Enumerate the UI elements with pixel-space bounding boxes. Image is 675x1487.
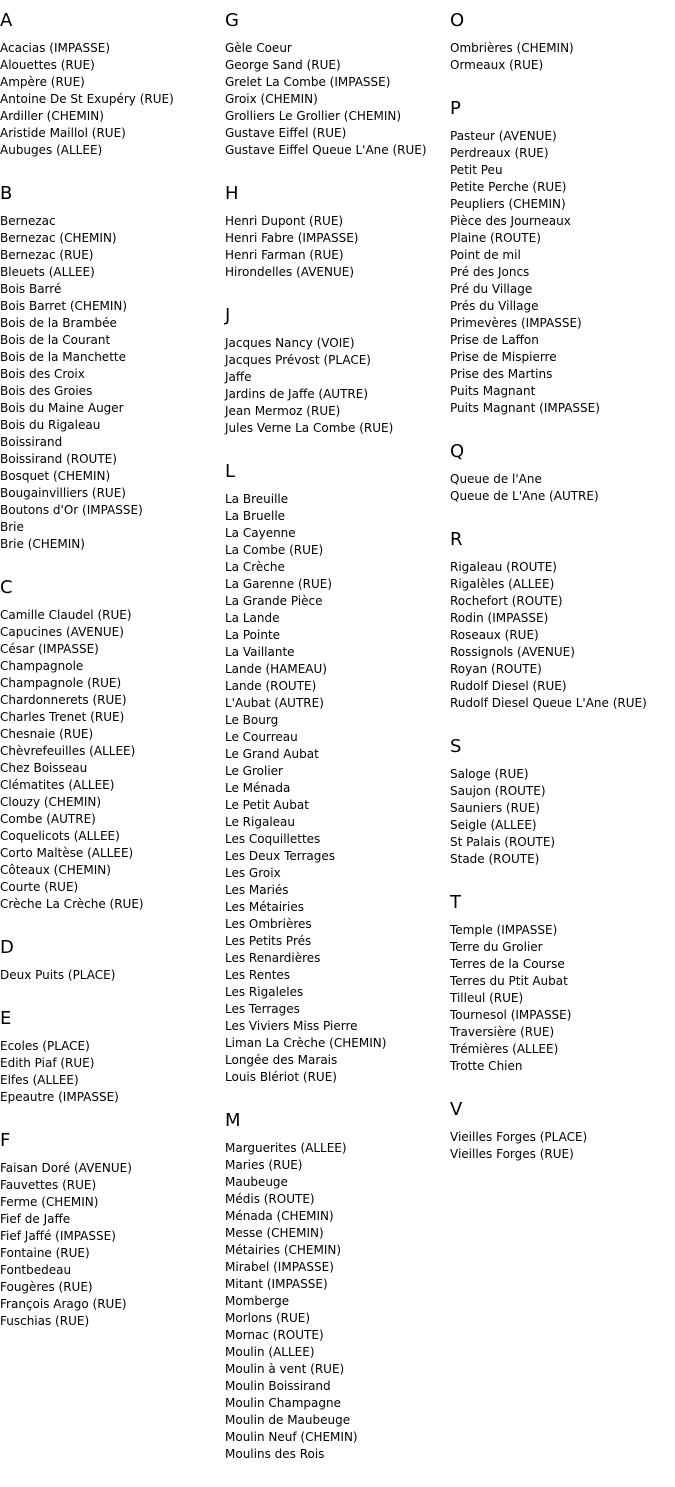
- street-name: Grolliers Le Grollier (CHEMIN): [225, 109, 402, 123]
- street-name: Fief de Jaffe: [0, 1212, 71, 1226]
- street-name: Fuschias (RUE): [0, 1314, 90, 1328]
- street-name: Groix (CHEMIN): [225, 92, 318, 106]
- street-name: Liman La Crèche (CHEMIN): [225, 1036, 387, 1050]
- street-name: Moulin Neuf (CHEMIN): [225, 1430, 358, 1444]
- street-name: Jaffe: [225, 370, 252, 384]
- street-name: Grelet La Combe (IMPASSE): [225, 75, 391, 89]
- street-name: Prise de Mispierre: [450, 350, 557, 364]
- street-name: Queue de L'Ane (AUTRE): [450, 489, 599, 503]
- section-letter-heading: H: [225, 183, 239, 204]
- street-name: Les Petits Prés: [225, 934, 312, 948]
- street-name: Bois des Groies: [0, 384, 93, 398]
- street-name: Fauvettes (RUE): [0, 1178, 97, 1192]
- street-name: Prise des Martins: [450, 367, 553, 381]
- street-name: Le Bourg: [225, 713, 279, 727]
- street-name: Bois Barré: [0, 282, 62, 296]
- street-name: Elfes (ALLEE): [0, 1073, 79, 1087]
- street-list: [450, 922, 675, 1075]
- street-name: Bois du Maine Auger: [0, 401, 124, 415]
- street-name: Fontaine (RUE): [0, 1246, 90, 1260]
- street-name: Chez Boisseau: [0, 761, 88, 775]
- street-name: Boissirand (ROUTE): [0, 452, 117, 466]
- letter-section: [225, 183, 450, 281]
- street-name: Jacques Nancy (VOIE): [225, 336, 355, 350]
- street-name: Jean Mermoz (RUE): [225, 404, 341, 418]
- street-name: Les Ombrières: [225, 917, 312, 931]
- street-name: Le Rigaleau: [225, 815, 295, 829]
- letter-section: [225, 461, 450, 1086]
- street-list: [0, 40, 225, 159]
- street-name: Terres de la Course: [450, 957, 565, 971]
- section-letter-heading: B: [0, 183, 13, 204]
- street-name: Seigle (ALLEE): [450, 818, 537, 832]
- section-letter-heading: C: [0, 577, 13, 598]
- street-name: Corto Maltèse (ALLEE): [0, 846, 134, 860]
- street-name: Hirondelles (AVENUE): [225, 265, 355, 279]
- street-name: Traversière (RUE): [450, 1025, 555, 1039]
- street-name: Momberge: [225, 1294, 290, 1308]
- letter-section: [450, 441, 675, 505]
- street-name: Aristide Maillol (RUE): [0, 126, 126, 140]
- street-name: Alouettes (RUE): [0, 58, 95, 72]
- street-name: Bougainvilliers (RUE): [0, 486, 126, 500]
- street-name: Bernezac: [0, 214, 56, 228]
- street-list: [225, 1140, 450, 1463]
- letter-section: [450, 529, 675, 712]
- street-name: Puits Magnant (IMPASSE): [450, 401, 600, 415]
- letter-section: [450, 892, 675, 1075]
- street-name: Le Petit Aubat: [225, 798, 309, 812]
- street-name: La Bruelle: [225, 509, 286, 523]
- section-letter-heading: A: [0, 10, 13, 31]
- letter-section: [0, 1008, 225, 1106]
- street-name: Mitant (IMPASSE): [225, 1277, 328, 1291]
- letter-section: [225, 305, 450, 437]
- street-name: Bois du Rigaleau: [0, 418, 101, 432]
- street-name: Saloge (RUE): [450, 767, 529, 781]
- street-name: Ardiller (CHEMIN): [0, 109, 104, 123]
- index-column-1: [0, 10, 225, 1354]
- section-letter-heading: S: [450, 736, 462, 757]
- street-name: Lande (ROUTE): [225, 679, 317, 693]
- street-name: Sauniers (RUE): [450, 801, 540, 815]
- street-name: Rudolf Diesel (RUE): [450, 679, 567, 693]
- letter-section: [0, 577, 225, 913]
- street-name: Vieilles Forges (RUE): [450, 1147, 574, 1161]
- street-name: Ampère (RUE): [0, 75, 85, 89]
- street-name: Capucines (AVENUE): [0, 625, 124, 639]
- street-name: Les Deux Terrages: [225, 849, 336, 863]
- street-list: [225, 335, 450, 437]
- street-name: Faisan Doré (AVENUE): [0, 1161, 132, 1175]
- street-name: Brie: [0, 520, 24, 534]
- street-name: Fontbedeau: [0, 1263, 72, 1277]
- street-name: Ombrières (CHEMIN): [450, 41, 574, 55]
- street-name: Point de mil: [450, 248, 521, 262]
- street-name: Fief Jaffé (IMPASSE): [0, 1229, 116, 1243]
- street-list: [225, 40, 450, 159]
- section-letter-heading: O: [450, 10, 465, 31]
- street-name: Côteaux (CHEMIN): [0, 863, 111, 877]
- street-name: Saujon (ROUTE): [450, 784, 546, 798]
- street-name: Vieilles Forges (PLACE): [450, 1130, 588, 1144]
- street-name: Rodin (IMPASSE): [450, 611, 549, 625]
- street-list: [450, 128, 675, 417]
- street-name: Longée des Marais: [225, 1053, 338, 1067]
- street-name: Terres du Ptit Aubat: [450, 974, 568, 988]
- street-name: Pasteur (AVENUE): [450, 129, 557, 143]
- street-name: Rochefort (ROUTE): [450, 594, 563, 608]
- street-name: Puits Magnant: [450, 384, 536, 398]
- street-name: Camille Claudel (RUE): [0, 608, 132, 622]
- street-name: Moulin Boissirand: [225, 1379, 331, 1393]
- letter-section: [450, 10, 675, 74]
- street-list: [450, 1129, 675, 1163]
- section-letter-heading: R: [450, 529, 463, 550]
- section-letter-heading: T: [450, 892, 461, 913]
- street-name: Temple (IMPASSE): [450, 923, 558, 937]
- letter-section: [450, 1099, 675, 1163]
- street-name: Deux Puits (PLACE): [0, 968, 116, 982]
- street-name: Rudolf Diesel Queue L'Ane (RUE): [450, 696, 647, 710]
- street-name: Métairies (CHEMIN): [225, 1243, 342, 1257]
- street-name: Antoine De St Exupéry (RUE): [0, 92, 174, 106]
- street-name: Champagnole (RUE): [0, 676, 122, 690]
- street-name: Primevères (IMPASSE): [450, 316, 582, 330]
- street-name: Chesnaie (RUE): [0, 727, 94, 741]
- street-list: [225, 491, 450, 1086]
- street-name: Louis Blériot (RUE): [225, 1070, 337, 1084]
- street-name: La Vaillante: [225, 645, 295, 659]
- street-name: Coquelicots (ALLEE): [0, 829, 120, 843]
- street-name: Lande (HAMEAU): [225, 662, 327, 676]
- street-name: La Crèche: [225, 560, 285, 574]
- street-name: Henri Fabre (IMPASSE): [225, 231, 359, 245]
- street-name: Maries (RUE): [225, 1158, 303, 1172]
- street-name: Les Groix: [225, 866, 281, 880]
- street-name: Bois Barret (CHEMIN): [0, 299, 128, 313]
- street-name: Perdreaux (RUE): [450, 146, 549, 160]
- letter-section: [0, 10, 225, 159]
- street-name: Aubuges (ALLEE): [0, 143, 103, 157]
- street-list: [450, 559, 675, 712]
- section-letter-heading: L: [225, 461, 236, 482]
- street-name: Chardonnerets (RUE): [0, 693, 127, 707]
- street-name: Ormeaux (RUE): [450, 58, 544, 72]
- street-name: Ecoles (PLACE): [0, 1039, 90, 1053]
- street-name: Rigalèles (ALLEE): [450, 577, 555, 591]
- street-list: [0, 967, 225, 984]
- street-name: Les Métairies: [225, 900, 304, 914]
- street-name: Gustave Eiffel (RUE): [225, 126, 347, 140]
- street-name: Moulin (ALLEE): [225, 1345, 315, 1359]
- street-name: Edith Piaf (RUE): [0, 1056, 95, 1070]
- street-name: Clouzy (CHEMIN): [0, 795, 102, 809]
- street-name: Tilleul (RUE): [450, 991, 524, 1005]
- section-letter-heading: V: [450, 1099, 463, 1120]
- street-name: Les Coquillettes: [225, 832, 321, 846]
- street-list: [225, 213, 450, 281]
- street-name: Clématites (ALLEE): [0, 778, 115, 792]
- street-name: Champagnole: [0, 659, 84, 673]
- street-name: Terre du Grolier: [450, 940, 543, 954]
- section-letter-heading: J: [225, 305, 231, 326]
- street-name: L'Aubat (AUTRE): [225, 696, 324, 710]
- street-name: Le Courreau: [225, 730, 298, 744]
- street-name: Trotte Chien: [450, 1059, 523, 1073]
- letter-section: [450, 98, 675, 417]
- street-name: Boissirand: [0, 435, 63, 449]
- street-name: La Pointe: [225, 628, 281, 642]
- street-name: Queue de l'Ane: [450, 472, 542, 486]
- street-name: La Breuille: [225, 492, 289, 506]
- street-name: Tournesol (IMPASSE): [450, 1008, 572, 1022]
- street-name: Epeautre (IMPASSE): [0, 1090, 119, 1104]
- street-name: George Sand (RUE): [225, 58, 341, 72]
- section-letter-heading: D: [0, 937, 14, 958]
- street-name: Petit Peu: [450, 163, 503, 177]
- street-name: Combe (AUTRE): [0, 812, 96, 826]
- street-name: Le Grand Aubat: [225, 747, 319, 761]
- street-name: St Palais (ROUTE): [450, 835, 556, 849]
- street-name: Stade (ROUTE): [450, 852, 540, 866]
- index-column-3: [450, 10, 675, 1187]
- section-letter-heading: Q: [450, 441, 465, 462]
- street-list: [0, 1038, 225, 1106]
- street-name: Gustave Eiffel Queue L'Ane (RUE): [225, 143, 427, 157]
- street-name: Rigaleau (ROUTE): [450, 560, 557, 574]
- street-name: Henri Dupont (RUE): [225, 214, 344, 228]
- street-name: Plaine (ROUTE): [450, 231, 541, 245]
- street-name: Médis (ROUTE): [225, 1192, 315, 1206]
- street-name: Courte (RUE): [0, 880, 79, 894]
- street-name: Marguerites (ALLEE): [225, 1141, 347, 1155]
- street-name: Bernezac (RUE): [0, 248, 94, 262]
- street-name: Prés du Village: [450, 299, 539, 313]
- letter-section: [450, 736, 675, 868]
- street-name: Fougères (RUE): [0, 1280, 93, 1294]
- street-name: Les Terrages: [225, 1002, 300, 1016]
- street-name: Messe (CHEMIN): [225, 1226, 324, 1240]
- street-name: Charles Trenet (RUE): [0, 710, 125, 724]
- section-letter-heading: M: [225, 1110, 241, 1131]
- street-name: Les Rentes: [225, 968, 291, 982]
- street-name: Brie (CHEMIN): [0, 537, 85, 551]
- section-letter-heading: G: [225, 10, 239, 31]
- street-list: [450, 471, 675, 505]
- street-name: Pré du Village: [450, 282, 533, 296]
- street-name: Prise de Laffon: [450, 333, 539, 347]
- street-name: La Garenne (RUE): [225, 577, 333, 591]
- letter-section: [225, 1110, 450, 1463]
- street-name: Le Ménada: [225, 781, 291, 795]
- street-list: [450, 40, 675, 74]
- street-name: La Grande Pièce: [225, 594, 323, 608]
- letter-section: [0, 937, 225, 984]
- street-name: Mirabel (IMPASSE): [225, 1260, 334, 1274]
- street-name: Les Renardières: [225, 951, 321, 965]
- letter-section: [225, 10, 450, 159]
- street-name: Crèche La Crèche (RUE): [0, 897, 144, 911]
- street-name: Peupliers (CHEMIN): [450, 197, 566, 211]
- street-name: François Arago (RUE): [0, 1297, 127, 1311]
- letter-section: [0, 1130, 225, 1330]
- street-name: Les Mariés: [225, 883, 289, 897]
- street-name: Bosquet (CHEMIN): [0, 469, 111, 483]
- street-name: Bois de la Manchette: [0, 350, 126, 364]
- street-name: Ménada (CHEMIN): [225, 1209, 334, 1223]
- street-name: Mornac (ROUTE): [225, 1328, 324, 1342]
- street-name: Moulin à vent (RUE): [225, 1362, 345, 1376]
- street-name: Moulin Champagne: [225, 1396, 341, 1410]
- street-name: Boutons d'Or (IMPASSE): [0, 503, 143, 517]
- letter-section: [0, 183, 225, 553]
- street-name: Petite Perche (RUE): [450, 180, 567, 194]
- street-name: Morlons (RUE): [225, 1311, 311, 1325]
- street-name: Rossignols (AVENUE): [450, 645, 575, 659]
- street-name: Moulins des Rois: [225, 1447, 325, 1461]
- street-name: La Combe (RUE): [225, 543, 324, 557]
- street-name: Les Viviers Miss Pierre: [225, 1019, 358, 1033]
- street-name: Gèle Coeur: [225, 41, 292, 55]
- street-name: César (IMPASSE): [0, 642, 99, 656]
- street-name: Bleuets (ALLEE): [0, 265, 95, 279]
- street-name: Acacias (IMPASSE): [0, 41, 111, 55]
- street-name: Moulin de Maubeuge: [225, 1413, 351, 1427]
- street-name: Bois de la Courant: [0, 333, 111, 347]
- street-name: Roseaux (RUE): [450, 628, 539, 642]
- street-name: La Lande: [225, 611, 280, 625]
- section-letter-heading: E: [0, 1008, 12, 1029]
- section-letter-heading: F: [0, 1130, 11, 1151]
- street-list: [450, 766, 675, 868]
- street-name: Bernezac (CHEMIN): [0, 231, 117, 245]
- street-list: [0, 213, 225, 553]
- section-letter-heading: P: [450, 98, 461, 119]
- street-name: Trémières (ALLEE): [450, 1042, 559, 1056]
- street-name: Jacques Prévost (PLACE): [225, 353, 371, 367]
- street-name: Les Rigaleles: [225, 985, 304, 999]
- street-name: Bois de la Brambée: [0, 316, 117, 330]
- index-column-2: [225, 10, 450, 1487]
- street-name: Jardins de Jaffe (AUTRE): [225, 387, 369, 401]
- street-name: Bois des Croix: [0, 367, 85, 381]
- street-name: Maubeuge: [225, 1175, 288, 1189]
- street-name: Chèvrefeuilles (ALLEE): [0, 744, 136, 758]
- street-list: [0, 1160, 225, 1330]
- street-name: Henri Farman (RUE): [225, 248, 344, 262]
- street-name: Royan (ROUTE): [450, 662, 542, 676]
- street-name: Pièce des Journeaux: [450, 214, 571, 228]
- street-name: Jules Verne La Combe (RUE): [225, 421, 394, 435]
- street-name: Le Grolier: [225, 764, 283, 778]
- street-name: Pré des Joncs: [450, 265, 530, 279]
- street-name: La Cayenne: [225, 526, 296, 540]
- street-name: Ferme (CHEMIN): [0, 1195, 99, 1209]
- street-list: [0, 607, 225, 913]
